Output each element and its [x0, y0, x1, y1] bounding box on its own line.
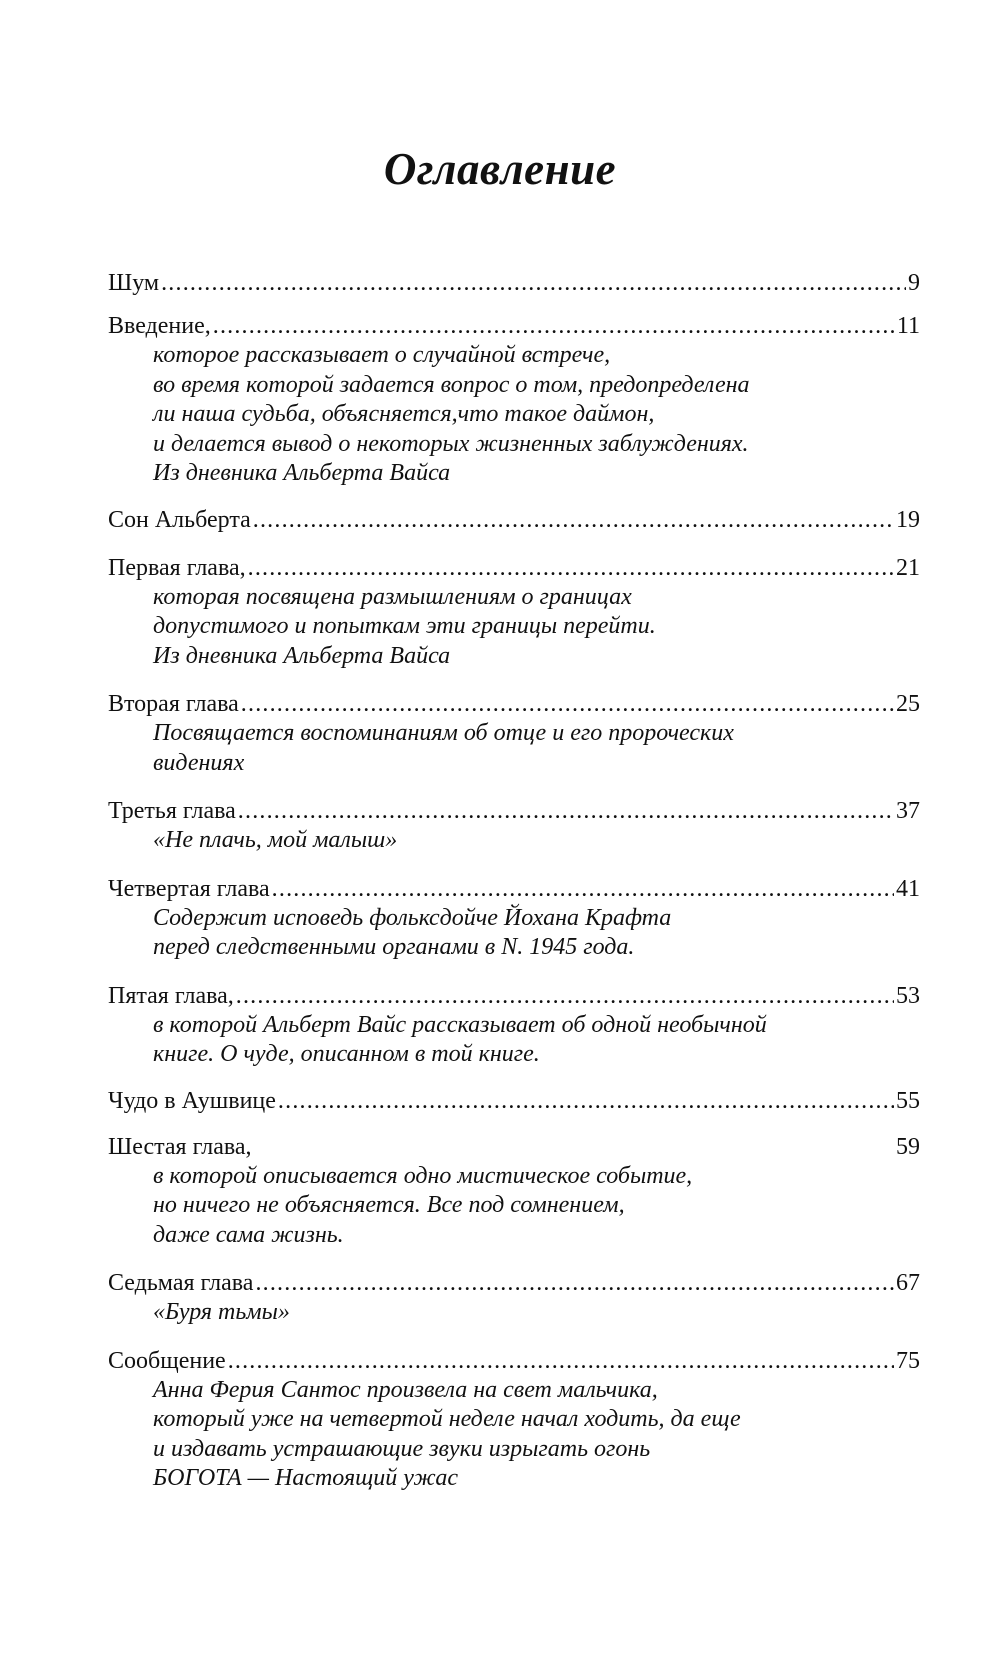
toc-entry [108, 981, 920, 1070]
table-of-contents [108, 268, 920, 1494]
toc-entry-description [108, 904, 920, 963]
toc-entry-page-number: 55 [896, 1087, 920, 1114]
toc-entry-page-number: 9 [908, 270, 920, 296]
toc-entry-heading [108, 505, 920, 535]
toc-entry-description [108, 1298, 920, 1328]
toc-entry [108, 268, 920, 298]
toc-entry-description-line: в которой описывается одно мистическое событие, [153, 1162, 693, 1189]
toc-entry-description-line: видениях [153, 749, 245, 776]
toc-entry-description [108, 1162, 920, 1251]
toc-entry-description-line: Содержит исповедь фольксдойче Йохана Крафта [153, 904, 672, 931]
toc-entry-page-number: 41 [896, 875, 920, 902]
toc-entry-description [108, 1011, 920, 1070]
dot-leader [213, 311, 895, 341]
toc-entry-page-number: 67 [896, 1270, 920, 1296]
dot-leader [253, 505, 894, 535]
toc-entry-page-number: 59 [896, 1133, 920, 1160]
toc-entry-title: Шум [108, 270, 160, 296]
toc-entry-page-number: 21 [896, 554, 920, 581]
toc-entry-description-line: которое рассказывает о случайной встрече, [153, 342, 611, 368]
toc-entry-title: Сообщение [108, 1347, 226, 1374]
toc-entry-description-line: Из дневника Альберта Вайса [153, 460, 451, 486]
toc-entry-heading [108, 689, 920, 719]
dot-leader [236, 981, 894, 1011]
toc-entry-title: Пятая глава, [108, 982, 234, 1009]
toc-entry-description-line: ли наша судьба, объясняется,что такое даймон, [153, 401, 655, 427]
toc-entry-description-line: «Буря тьмы» [153, 1299, 290, 1325]
dot-leader [228, 1346, 894, 1376]
dot-leader [248, 553, 894, 583]
toc-entry-page-number: 37 [896, 798, 920, 824]
toc-entry-heading [108, 1086, 920, 1116]
toc-entry-heading [108, 981, 920, 1011]
dot-leader [272, 874, 894, 904]
toc-entry [108, 1268, 920, 1328]
toc-entry [108, 311, 920, 489]
dot-leader [278, 1086, 894, 1116]
toc-entry [108, 1132, 920, 1251]
toc-entry [108, 1086, 920, 1116]
toc-entry [108, 689, 920, 778]
toc-entry-description-line: Посвящается воспоминаниям об отце и его пророческих [153, 720, 734, 746]
toc-entry-description [108, 826, 920, 856]
toc-entry-title: Сон Альберта [108, 506, 251, 533]
toc-entry-description-line: который уже на четвертой неделе начал ходить, да еще [153, 1406, 741, 1432]
toc-entry-heading [108, 311, 920, 341]
toc-entry [108, 553, 920, 672]
toc-entry-description [108, 583, 920, 672]
toc-entry-title: Введение, [108, 313, 211, 339]
toc-entry-description-line: перед следственными органами в N. 1945 года. [153, 934, 635, 960]
toc-entry-description [108, 719, 920, 778]
dot-leader [255, 1268, 894, 1298]
toc-entry-description-line: «Не плачь, мой малыш» [153, 827, 398, 853]
toc-entry-title: Третья глава [108, 798, 236, 824]
toc-entry [108, 1346, 920, 1494]
toc-entry-description-line: но ничего не объясняется. Все под сомнением, [153, 1192, 625, 1218]
toc-entry-description-line: Анна Ферия Сантос произвела на свет мальчика, [153, 1376, 658, 1403]
toc-entry-page-number: 19 [896, 506, 920, 533]
toc-entry-title: Четвертая глава [108, 875, 270, 902]
toc-entry-description-line: которая посвящена размышлениям о границах [153, 583, 632, 610]
toc-entry-heading [108, 874, 920, 904]
toc-entry-description-line: и издавать устрашающие звуки изрыгать огонь [153, 1435, 651, 1462]
page-title: Оглавление [383, 144, 617, 194]
toc-entry [108, 874, 920, 963]
toc-entry-heading [108, 1268, 920, 1298]
toc-entry-page-number: 25 [896, 691, 920, 717]
dot-leader [238, 796, 894, 826]
toc-entry-heading [108, 796, 920, 826]
toc-entry-title: Седьмая глава [108, 1270, 254, 1296]
toc-entry-page-number: 75 [896, 1347, 920, 1374]
toc-entry [108, 505, 920, 535]
toc-entry-title: Шестая глава, [108, 1133, 252, 1160]
dot-leader [241, 689, 894, 719]
toc-entry-heading [108, 1346, 920, 1376]
toc-entry-description-line: допустимого и попыткам эти границы перейти. [153, 613, 656, 639]
toc-entry-description-line: БОГОТА — Настоящий ужас [153, 1465, 458, 1491]
toc-entry-heading [108, 1132, 920, 1162]
toc-entry-description-line: и делается вывод о некоторых жизненных заблуждениях. [153, 430, 749, 457]
toc-entry-description-line: во время которой задается вопрос о том, предопределена [153, 371, 750, 398]
toc-entry-page-number: 53 [896, 982, 920, 1009]
toc-entry-description [108, 1376, 920, 1494]
toc-entry-description [108, 341, 920, 489]
toc-entry-page-number: 11 [896, 313, 920, 339]
toc-entry-description-line: в которой Альберт Вайс рассказывает об одной необычной [153, 1011, 767, 1038]
toc-entry-title: Чудо в Аушвице [108, 1087, 276, 1114]
toc-entry-title: Вторая глава [108, 691, 239, 717]
toc-entry-description-line: даже сама жизнь. [153, 1221, 344, 1248]
toc-entry-title: Первая глава, [108, 554, 246, 581]
toc-entry-description-line: книге. О чуде, описанном в той книге. [153, 1041, 540, 1067]
toc-entry-description-line: Из дневника Альберта Вайса [153, 642, 451, 669]
toc-entry-heading [108, 553, 920, 583]
toc-entry [108, 796, 920, 856]
dot-leader [161, 268, 906, 298]
toc-entry-heading [108, 268, 920, 298]
